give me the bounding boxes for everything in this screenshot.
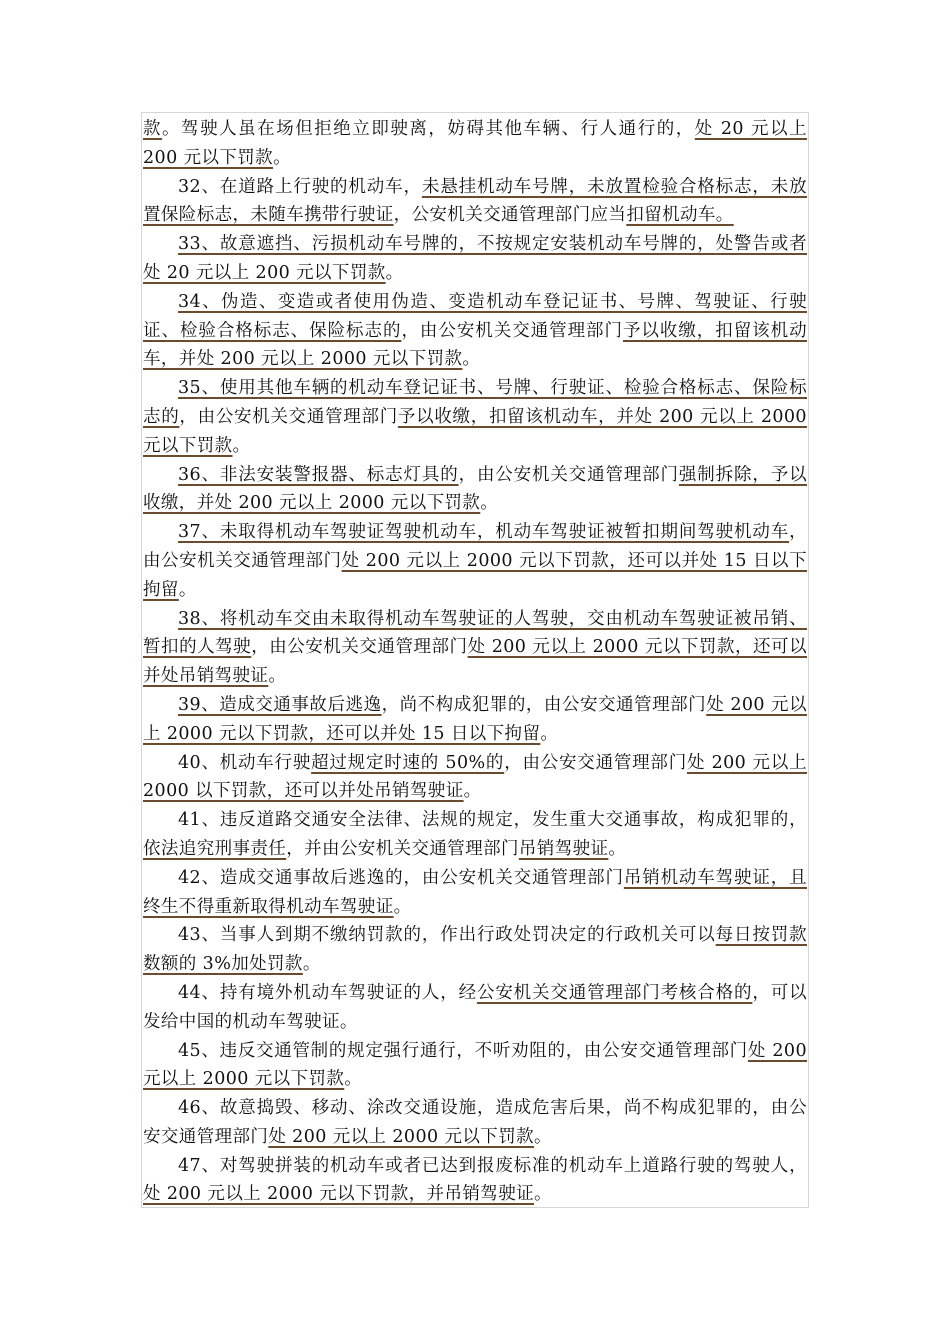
paragraph: [143, 115, 807, 173]
underlined-text: 扣留机动车。: [626, 205, 734, 226]
text-segment: 。: [540, 723, 559, 744]
underlined-text: 吊销机动车驾驶证，且终生不得重新取得机动车驾驶证: [143, 867, 807, 917]
text-segment: 44、持有境外机动车驾驶证的人，经: [178, 982, 477, 1003]
underlined-text: 处 200 元以上 2000 元以下罚款，并吊销驾驶证: [143, 1184, 534, 1205]
paragraph: [143, 461, 807, 519]
paragraph: [143, 979, 807, 1037]
paragraph: [143, 749, 807, 807]
underlined-text: 38、将机动车交由未取得机动车驾驶证的人驾驶，交由机动车驾驶证被吊销、暂扣的人驾驶: [143, 608, 807, 658]
paragraph: [143, 921, 807, 979]
text-segment: 。: [302, 954, 321, 975]
text-segment: 42、造成交通事故后逃逸的，由公安机关交通管理部门: [178, 867, 624, 888]
underlined-text: 款: [143, 119, 163, 139]
paragraph: [143, 864, 807, 922]
underlined-text: 处 200 元以上 2000 以下罚款，还可以并处吊销驾驶证: [143, 752, 808, 802]
text-segment: ，由公安机关交通管理部门: [458, 464, 679, 485]
underlined-text: 依法追究刑事责任: [143, 838, 287, 859]
text-segment: 。: [608, 838, 627, 859]
paragraph: [143, 230, 807, 288]
text-segment: 。: [232, 435, 251, 456]
paragraph: [143, 806, 807, 864]
underlined-text: 35、使用其他车辆的机动车登记证书、号牌、行驶证、检验合格标志、保险标志的: [143, 378, 807, 427]
text-segment: 。: [393, 896, 412, 917]
text-segment: 。: [273, 147, 291, 168]
paragraph: [143, 1152, 807, 1210]
underlined-text: 吊销驾驶证: [518, 838, 609, 859]
text-segment: ，由公安交通管理部门: [504, 752, 687, 773]
text-segment: 。: [385, 262, 404, 283]
paragraph: [143, 605, 807, 691]
document-body: [143, 115, 807, 1209]
paragraph: [143, 518, 807, 604]
text-segment: ，由公安机关交通管理部门: [401, 320, 623, 341]
underlined-text: 超过规定时速的 50%的: [311, 752, 505, 773]
text-segment: 32、在道路上行驶的机动车，: [178, 176, 422, 197]
text-segment: ，由公安机关交通管理部门: [179, 406, 398, 427]
underlined-text: 处 200 元以上 2000 元以下罚款，还可以并处吊销驾驶证: [143, 637, 807, 687]
underlined-text: 予以收缴，扣留该机动车，并处 200 元以上 2000 元以下罚款: [143, 320, 807, 370]
text-segment: 45、违反交通管制的规定强行通行，不听劝阻的，由公安交通管理部门: [178, 1040, 748, 1061]
text-segment: 。: [480, 493, 499, 514]
text-segment: ，并由公安机关交通管理部门: [286, 838, 519, 859]
paragraph: [143, 288, 807, 374]
underlined-text: 公安机关交通管理部门考核合格的: [476, 982, 753, 1003]
underlined-text: 处 200 元以上 2000 元以下罚款: [268, 1126, 535, 1147]
text-segment: 。: [534, 1126, 552, 1147]
text-segment: 47、对驾驶拼装的机动车或者已达到报废标准的机动车上道路行驶的驾驶人，: [178, 1155, 807, 1176]
underlined-text: 39、造成交通事故后逃逸: [178, 694, 382, 715]
text-segment: ，公安机关交通管理部门应当: [393, 205, 627, 226]
text-segment: 。: [463, 781, 482, 802]
text-segment: 。: [344, 1069, 363, 1090]
text-segment: 。: [462, 349, 481, 370]
paragraph: [143, 173, 807, 231]
paragraph: [143, 1037, 807, 1095]
underlined-text: 处警告或者处 20 元以上 200 元以下罚款: [143, 234, 807, 283]
underlined-text: 36、非法安装警报器、标志灯具的: [178, 464, 459, 485]
underlined-text: 处 20 元以上 200 元以下罚款: [143, 119, 808, 168]
text-segment: 40、机动车行驶: [178, 752, 312, 773]
underlined-text: 处 200 元以上 2000 元以下罚款: [143, 1040, 807, 1090]
text-segment: ，可以发给中国的机动车驾驶证。: [143, 982, 807, 1032]
text-segment: 43、当事人到期不缴纳罚款的，作出行政处罚决定的行政机关可以: [178, 925, 716, 946]
paragraph: [143, 691, 807, 749]
underlined-text: 34、伪造、变造或者使用伪造、变造机动车: [178, 291, 543, 312]
text-segment: 。驾驶人虽在场但拒绝立即驶离，妨碍其他车辆、行人通行的，: [162, 119, 695, 139]
underlined-text: 33、故意遮挡、污损机动车号牌的，不按规定安装机动车号牌的，: [178, 234, 716, 255]
underlined-text: 予以收缴，扣留该机动车，并处 200 元以上 2000 元以下罚款: [143, 406, 807, 456]
underlined-text: 每日按罚款数额的 3%加处罚款: [143, 925, 807, 975]
text-segment: 46、故意捣毁、移动、涂改交通设施，造成危害后果，尚不构成犯罪的，由公安交通管理部门: [143, 1098, 807, 1147]
underlined-text: 未悬挂机动车号牌，未放置检验合格标志，未放置保险标志，未随车携带行驶证: [143, 176, 807, 226]
underlined-text: 37、未取得机动车驾驶证驾驶机动车，机动车驾驶证被暂扣期间驾驶机动车: [178, 522, 790, 543]
text-segment: 。: [178, 579, 197, 600]
underlined-text: 强制拆除，予以收缴，并处 200 元以上 2000 元以下罚款: [143, 464, 807, 514]
underlined-text: 处 200 元以上 2000 元以下罚款，还可以并处 15 日以下拘留: [143, 550, 807, 600]
underlined-text: 处 200 元以上 2000 元以下罚款，还可以并处 15 日以下拘留: [143, 694, 807, 744]
underlined-text: 登记证书、号牌、驾驶证、行驶证、检验合格标志、保险标志的: [143, 291, 807, 341]
text-segment: 。: [534, 1184, 552, 1205]
text-segment: 41、违反道路交通安全法律、法规的规定，发生重大交通事故，构成犯罪的，: [178, 810, 807, 831]
text-segment: ，尚不构成犯罪的，由公安交通管理部门: [381, 694, 707, 715]
text-segment: ，由公安机关交通管理部门: [143, 522, 807, 571]
paragraph: [143, 1094, 807, 1152]
text-segment: ，由公安机关交通管理部门: [251, 637, 468, 658]
paragraph: [143, 374, 807, 460]
text-segment: 。: [268, 666, 287, 687]
